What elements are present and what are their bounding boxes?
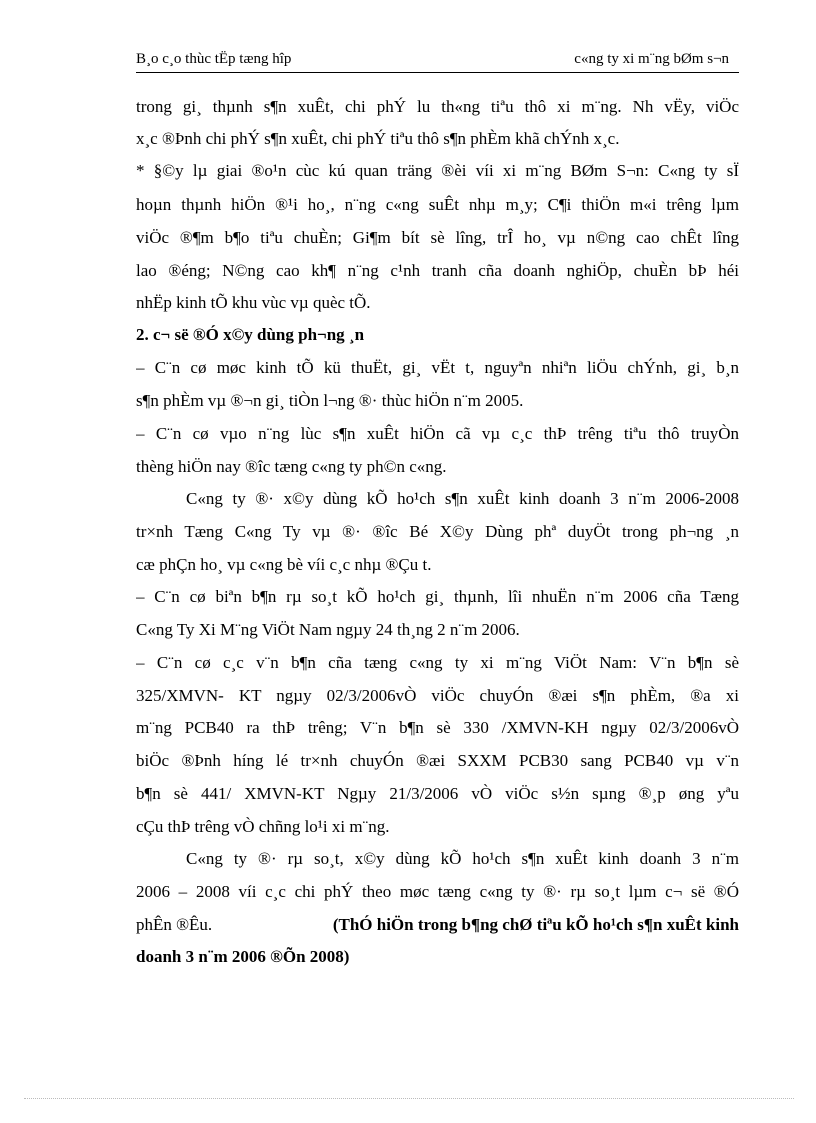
text-line: m¨ng PCB40 ra thÞ trêng; V¨n b¶n sè 330 /XMVN-KH ngµy 02/3/2006vÒ (136, 718, 739, 737)
text-line-mixed (136, 914, 739, 936)
header-company-name: c«ng ty xi m¨ng bØm s¬n (574, 51, 729, 67)
text-line: – C¨n cø vµo n¨ng lùc s¶n xuÊt hiÖn cã vµ c¸c thÞ trêng tiªu thô truyÒn (136, 424, 739, 443)
text-line: tr×nh Tæng C«ng Ty vµ ®· ®îc Bé X©y Dùng phª duyÖt trong ph¬ng ¸n (136, 522, 739, 541)
page-header (136, 50, 739, 73)
text-line: – C¨n cø c¸c v¨n b¶n cña tæng c«ng ty xi m¨ng ViÖt Nam: V¨n b¶n sè (136, 653, 739, 672)
text-line: lao ®éng; N©ng cao kh¶ n¨ng c¹nh tranh cña doanh nghiÖp, chuÈn bÞ héi (136, 261, 739, 280)
text-line: thèng hiÖn nay ®îc tæng c«ng ty ph©n c«ng. (136, 457, 447, 476)
text-line: – C¨n cø biªn b¶n rµ so¸t kÕ ho¹ch gi¸ thµnh, lîi nhuËn n¨m 2006 cña Tæng (136, 587, 739, 606)
text-line: hoµn thµnh hiÖn ®¹i ho¸, n¨ng c«ng suÊt nhµ m¸y; C¶i thiÖn m«i trêng lµm (136, 195, 739, 214)
text-line: cÇu thÞ trêng vÒ chñng lo¹i xi m¨ng. (136, 817, 390, 836)
text-line: – C¨n cø møc kinh tÕ kü thuËt, gi¸ vËt t, nguyªn nhiªn liÖu chÝnh, gi¸ b¸n (136, 358, 739, 377)
text-line: 325/XMVN- KT ngµy 02/3/2006vÒ viÖc chuyÓn ®æi s¶n phÈm, ®a xi (136, 686, 739, 705)
bold-note: (ThÓ hiÖn trong b¶ng chØ tiªu kÕ ho¹ch s¶n xuÊt kinh (332, 915, 739, 934)
text-span: phÊn ®Êu. (136, 915, 213, 934)
bold-note-continued: doanh 3 n¨m 2006 ®Õn 2008) (136, 947, 350, 966)
text-line: x¸c ®Þnh chi phÝ s¶n xuÊt, chi phÝ tiªu thô s¶n phÈm khã chÝnh x¸c. (136, 129, 620, 148)
header-report-title: B¸o c¸o thùc tËp tæng hîp (136, 51, 292, 67)
text-line: cæ phÇn ho¸ vµ c«ng bè víi c¸c nhµ ®Çu t. (136, 555, 432, 574)
text-line: s¶n phÈm vµ ®¬n gi¸ tiÒn l¬ng ®· thùc hiÖn n¨m 2005. (136, 391, 524, 410)
text-line: trong gi¸ thµnh s¶n xuÊt, chi phÝ lu th«ng tiªu thô xi m¨ng. Nh vËy, viÖc (136, 97, 739, 116)
text-line: * §©y lµ giai ®o¹n cùc kú quan träng ®èi víi xi m¨ng BØm S¬n: C«ng ty sÏ (136, 161, 739, 180)
text-line: b¶n sè 441/ XMVN-KT Ngµy 21/3/2006 vÒ viÖc s½n sµng ®¸p øng yªu (136, 784, 739, 803)
text-line: 2006 – 2008 víi c¸c chi phÝ theo møc tæng c«ng ty ®· rµ so¸t lµm c¬ së ®Ó (136, 882, 739, 901)
text-line: C«ng Ty Xi M¨ng ViÖt Nam ngµy 24 th¸ng 2 n¨m 2006. (136, 620, 520, 639)
footer-divider (24, 1098, 794, 1099)
section-heading: 2. c¬ së ®Ó x©y dùng ph¬ng ¸n (136, 325, 365, 344)
text-line: viÖc ®¶m b¶o tiªu chuÈn; Gi¶m bít sè lîng, trÎ ho¸ vµ n©ng cao chÊt lîng (136, 228, 739, 247)
text-line: nhËp kinh tÕ khu vùc vµ quèc tÕ. (136, 293, 371, 312)
text-line: C«ng ty ®· rµ so¸t, x©y dùng kÕ ho¹ch s¶n xuÊt kinh doanh 3 n¨m (186, 849, 739, 868)
text-line: C«ng ty ®· x©y dùng kÕ ho¹ch s¶n xuÊt kinh doanh 3 n¨m 2006-2008 (186, 489, 739, 508)
text-line: biÖc ®Þnh híng lé tr×nh chuyÓn ®æi SXXM PCB30 sang PCB40 vµ v¨n (136, 751, 739, 770)
